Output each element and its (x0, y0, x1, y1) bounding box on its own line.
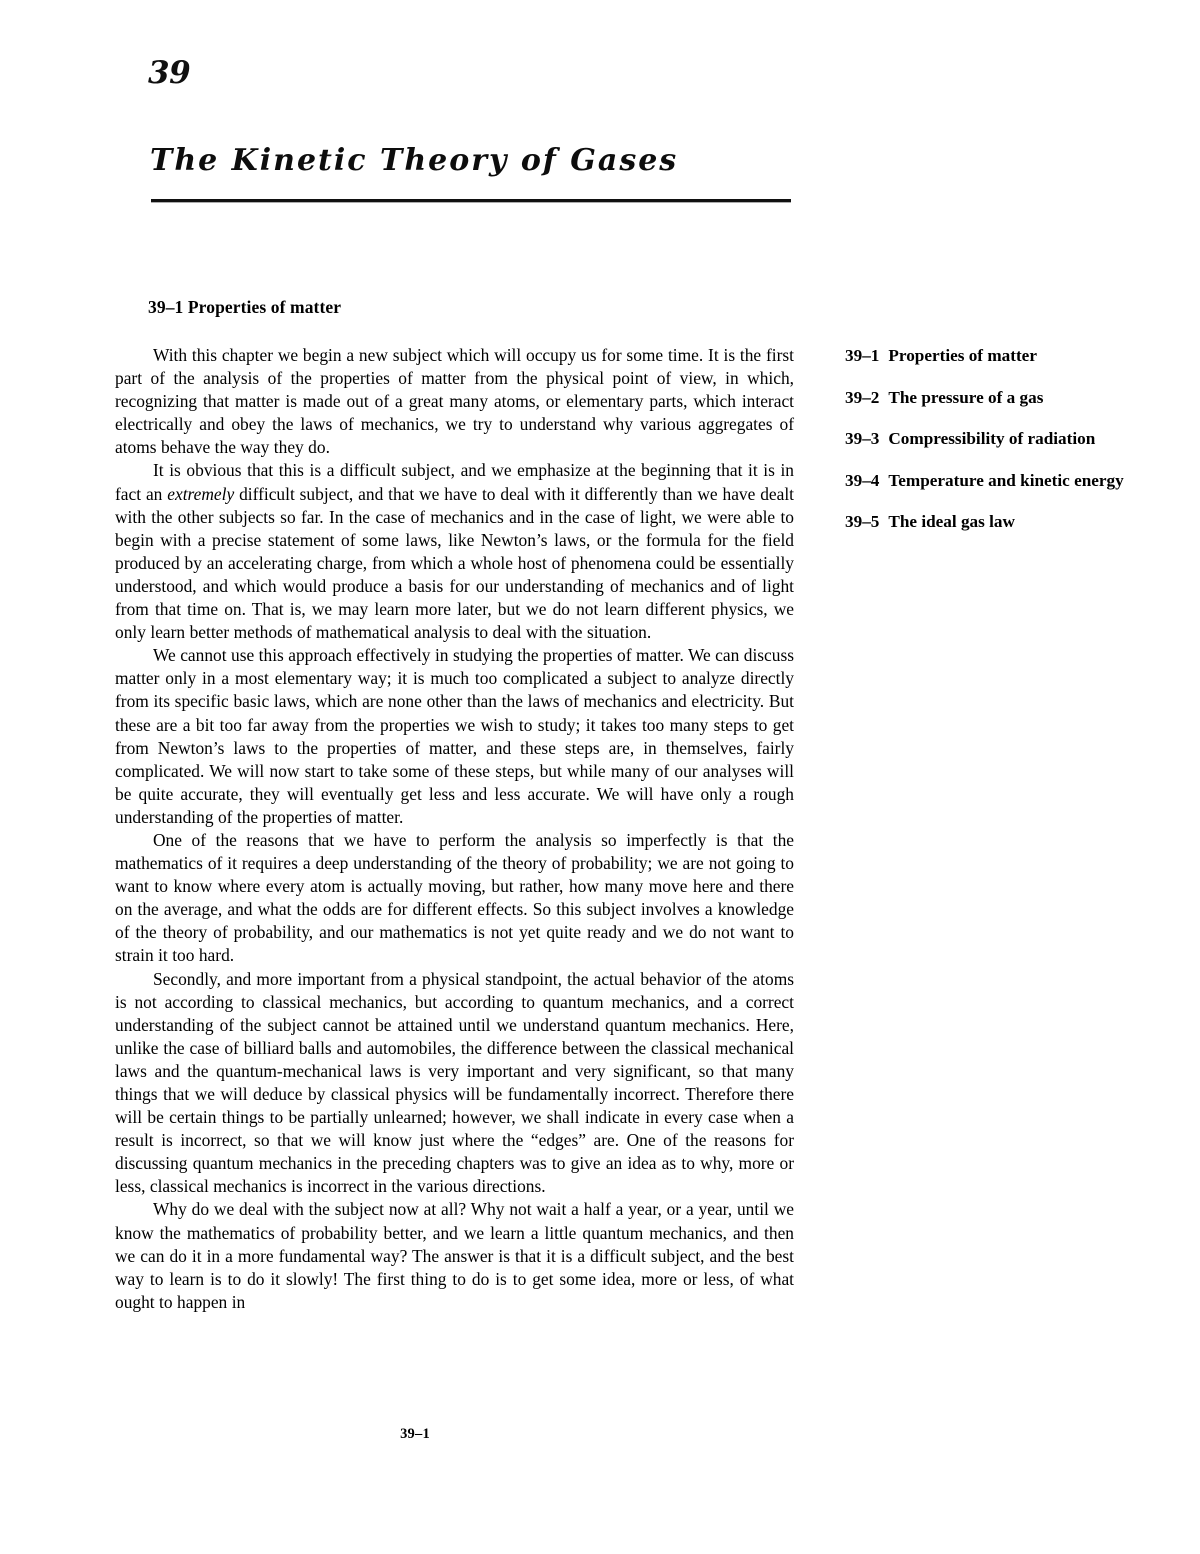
toc-item-number: 39–5 (845, 512, 880, 531)
paragraph-2: It is obvious that this is a difficult subject, and we emphasize at the beginning that it is in fact an extremely difficult subject, and that we have to deal with it differently than we have dealt with the other subjects so far. In the case of mechanics and in the case of light, we were able to begin with a precise statement of some laws, like Newton’s laws, or the formula for the field produced by an accelerating charge, from which a whole host of phenomena could be essentially understood, and which would produce a basis for our understanding of mechanics and of light from that time on. That is, we may learn more later, but we do not learn different physics, we only learn better methods of mathematical analysis to deal with the situation. (115, 460, 795, 643)
toc-item-39-5[interactable] (845, 511, 1185, 533)
toc-item-label: Temperature and kinetic energy (888, 470, 1124, 490)
body-paragraphs (115, 344, 794, 1314)
paragraph-1: With this chapter we begin a new subject which will occupy us for some time. It is the first part of the analysis of the properties of matter from the physical point of view, in which, recognizing that matter is made out of a great many atoms, or elementary parts, which interact electrically and obey the laws of mechanics, we try to understand why various aggregates of atoms behave the way they do. (115, 345, 794, 458)
toc-item-39-4[interactable] (845, 470, 1185, 492)
toc-item-39-2[interactable] (845, 387, 1185, 409)
toc-item-label: Properties of matter (888, 346, 1037, 365)
chapter-number: 39 (148, 55, 191, 91)
toc-item-number: 39–1 (845, 346, 880, 365)
toc-item-number: 39–4 (845, 470, 880, 490)
toc-item-label: Compressibility of radiation (888, 429, 1096, 448)
toc-item-number: 39–3 (845, 429, 880, 448)
chapter-contents-list (845, 345, 1185, 533)
paragraph-5: Secondly, and more important from a physical standpoint, the actual behavior of the atoms is not according to classical mechanics, but according to quantum mechanics, and a correct understanding of the subject cannot be attained until we understand quantum mechanics. Here, unlike the case of billiard balls and automobiles, the difference between the classical mechanical laws and the quantum-mechanical laws is very important and very significant, so that many things that we will deduce by classical physics will be fundamentally incorrect. Therefore there will be certain things to be partially unlearned; however, we shall indicate in every case when a result is incorrect, so that we will know just where the “edges” are. One of the reasons for discussing quantum mechanics in the preceding chapters was to give an idea as to why, more or less, classical mechanics is incorrect in the various directions. (115, 968, 794, 1197)
body-column (115, 297, 794, 1314)
toc-item-39-3[interactable] (845, 428, 1185, 450)
chapter-title: The Kinetic Theory of Gases (150, 143, 679, 178)
toc-item-label: The pressure of a gas (888, 387, 1044, 407)
section-heading: 39–1 Properties of matter (148, 297, 342, 317)
emphasised-word: extremely (167, 483, 235, 504)
paragraph-4: One of the reasons that we have to perform the analysis so imperfectly is that the mathematics of it requires a deep understanding of the theory of probability; we are not going to want to know where every atom is actually moving, but rather, how many move here and there on the average, and what the odds are for different effects. So this subject involves a knowledge of the theory of probability, and our mathematics is not yet quite ready and we do not want to strain it too hard. (115, 829, 794, 966)
page-number-footer: 39–1 (400, 1426, 430, 1442)
toc-item-number: 39–2 (845, 387, 880, 407)
paragraph-3: We cannot use this approach effectively in studying the properties of matter. We can discuss matter only in a most elementary way; it is much too complicated a subject to analyze directly from its specific basic laws, which are none other than the laws of mechanics and electricity. But these are a bit too far away from the properties we wish to study; it takes too many steps to get from Newton’s laws to the properties of matter, and these steps are, in themselves, fairly complicated. We will now start to take some of these steps, but while many of our analyses will be quite accurate, they will eventually get less and less accurate. We will have only a rough understanding of the properties of matter. (115, 645, 794, 827)
title-divider-rule (151, 199, 791, 202)
paragraph-6: Why do we deal with the subject now at all? Why not wait a half a year, or a year, until we know the mathematics of probability better, and we learn a little quantum mechanics, and then we can do it in a more fundamental way? The answer is that it is a difficult subject, and the best way to learn is to do it slowly! The first thing to do is to get some idea, more or less, of what ought to happen in (115, 1199, 794, 1312)
toc-item-label: The ideal gas law (888, 512, 1015, 531)
toc-item-39-1[interactable] (845, 345, 1185, 367)
